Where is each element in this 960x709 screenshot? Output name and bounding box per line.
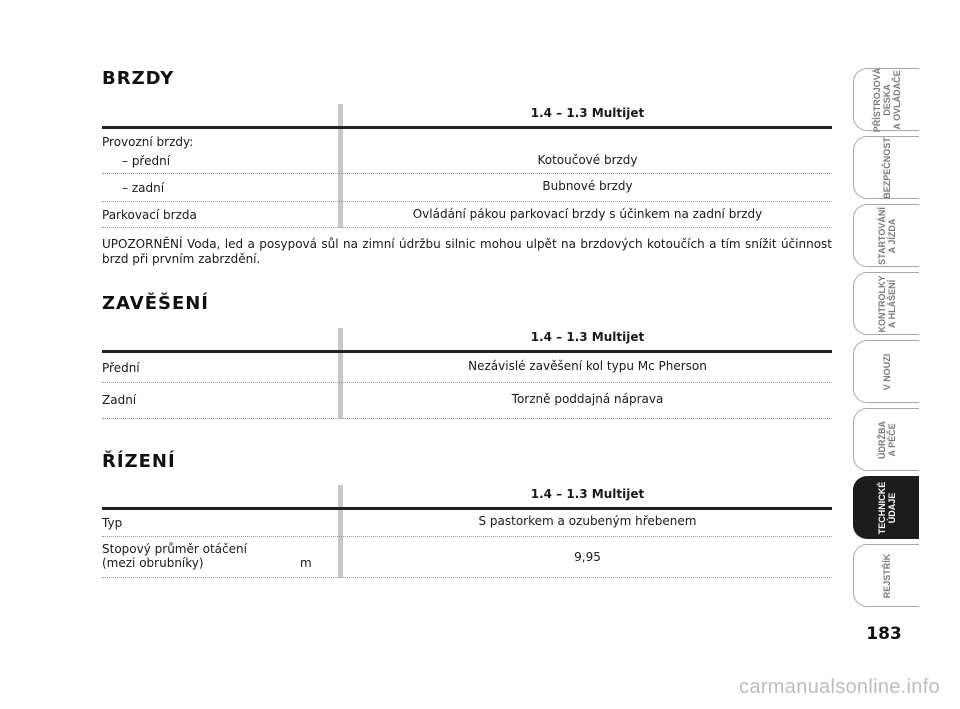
tab-udrzba[interactable] <box>853 408 919 471</box>
tab-kontrolky[interactable] <box>853 272 919 335</box>
row-label-line2: (mezi obrubníky) <box>102 556 204 570</box>
row-value: Kotoučové brzdy <box>537 153 638 167</box>
row-value: Nezávislé zavěšení kol typu Mc Pherson <box>468 359 707 373</box>
tab-bezpecnost[interactable] <box>853 136 919 199</box>
row-value: Ovládání pákou parkovací brzdy s účinkem na zadní brzdy <box>412 207 763 221</box>
table-row <box>102 129 832 149</box>
row-label: – zadní <box>122 181 165 195</box>
tab-label: STARTOVÁNÍ A JÍZDA <box>876 206 897 265</box>
table-header <box>102 328 832 353</box>
section-title-brzdy: BRZDY <box>102 68 175 89</box>
row-value: 9,95 <box>574 550 601 564</box>
tab-pristrojova-deska[interactable] <box>853 68 919 131</box>
tab-rejstrik[interactable] <box>853 544 919 607</box>
engine-header: 1.4 – 1.3 Multijet <box>530 106 645 120</box>
section-title-zaveseni: ZAVĚŠENÍ <box>102 293 210 314</box>
table-row <box>102 202 832 228</box>
table-row <box>102 149 832 174</box>
row-label: Parkovací brzda <box>102 208 197 222</box>
row-label: Typ <box>102 516 123 530</box>
table-row <box>102 383 832 419</box>
tab-startovani[interactable] <box>853 204 919 267</box>
engine-header: 1.4 – 1.3 Multijet <box>530 487 645 501</box>
tab-label: BEZPEČNOST <box>881 136 892 199</box>
row-label-line1: Stopový průměr otáčení <box>102 542 247 556</box>
section-title-rizeni: ŘÍZENÍ <box>102 451 176 472</box>
steering-table <box>102 485 832 578</box>
watermark: carmanualsonline.info <box>739 676 940 698</box>
tab-label: ÚDRŽBA A PÉČE <box>876 420 897 459</box>
tab-label: KONTROLKY A HLÁŠENÍ <box>876 275 897 332</box>
table-row <box>102 353 832 383</box>
row-value: S pastorkem a ozubeným hřebenem <box>478 514 697 528</box>
tab-label: PŘÍSTROJOVÁ DESKA A OVLÁDAČE <box>871 67 902 132</box>
table-header <box>102 485 832 510</box>
tab-label: TECHNICKÉ ÚDAJE <box>876 481 897 534</box>
row-label: Zadní <box>102 393 137 407</box>
table-row <box>102 510 832 537</box>
suspension-table <box>102 328 832 419</box>
engine-header: 1.4 – 1.3 Multijet <box>530 330 645 344</box>
table-row <box>102 174 832 202</box>
tab-v-nouzi[interactable] <box>853 340 919 403</box>
row-value: Torzně poddajná náprava <box>511 392 664 406</box>
brakes-table <box>102 104 832 228</box>
row-label: Provozní brzdy: <box>102 135 194 149</box>
table-header <box>102 104 832 129</box>
page-number: 183 <box>866 624 902 644</box>
row-label: Přední <box>102 361 140 375</box>
tab-technicke-udaje[interactable] <box>853 476 919 539</box>
table-row <box>102 537 832 578</box>
row-value: Bubnové brzdy <box>542 179 633 193</box>
row-unit: m <box>300 556 312 570</box>
tab-label: V NOUZI <box>881 353 892 390</box>
warning-note: UPOZORNĚNÍ Voda, led a posypová sůl na zimní údržbu silnic mohou ulpět na brzdových kotoučích a tím snížit účinnost brzd při prvním zabrzdění. <box>102 237 832 266</box>
row-label: – přední <box>122 154 171 168</box>
tab-label: REJSTŘÍK <box>881 553 892 598</box>
